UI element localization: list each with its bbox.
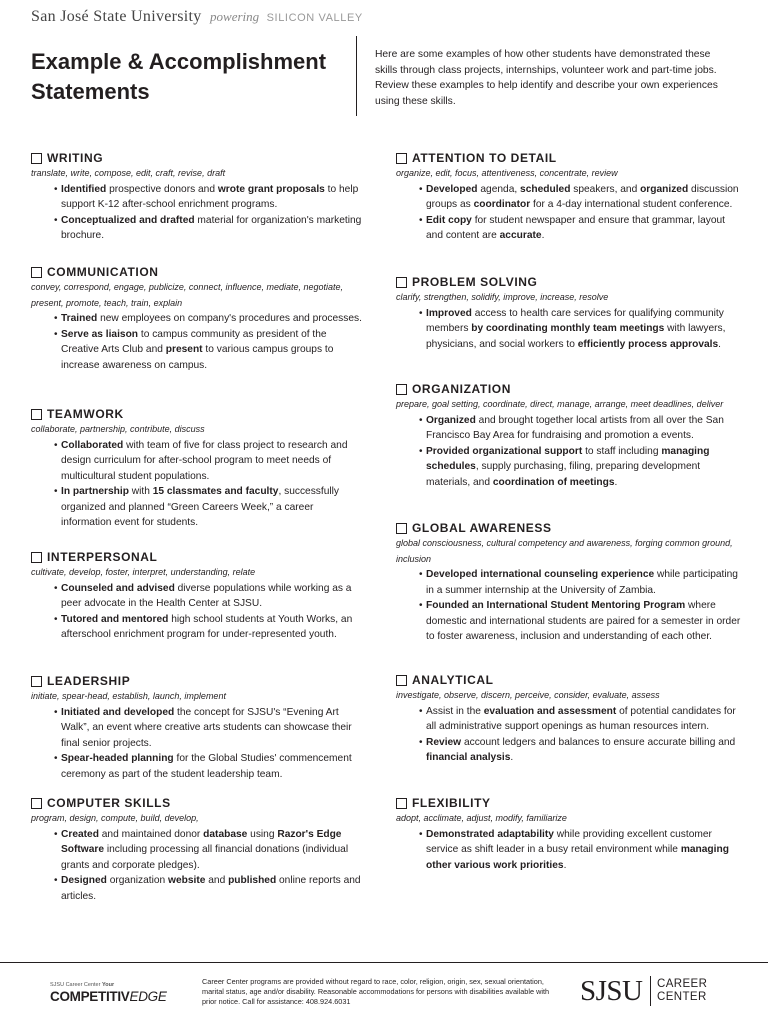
bullet-bold-text: wrote grant proposals [217,183,325,195]
section-verbs: organize, edit, focus, attentiveness, concentrate, review [396,168,618,178]
checkbox-icon [31,552,42,563]
bullet-list [396,182,741,244]
bullet-text: . [718,338,722,350]
bullet-text: prospective donors and [106,183,218,195]
bullet-bold-text: Spear-headed planning [61,753,174,764]
section-organization [396,381,741,490]
bullet-bold-text: Tutored and mentored [61,613,169,625]
section-header [31,150,366,166]
bullet-text: . [541,230,545,241]
bullet-text: to staff including [582,445,662,457]
bullet-text: and [205,875,229,886]
bullet-text: diverse populations while working as a peer advocate in the Health Center at SJSU. [61,582,352,609]
section-teamwork [31,406,366,531]
bullet-bold-text: In partnership [61,486,129,497]
section-header [31,795,366,811]
checkbox-icon [396,675,407,686]
section-header [396,381,741,397]
bullet-text: , successfully organized and planned “Green Careers Week,” a career information event for students. [61,486,340,528]
section-title: GLOBAL AWARENESS [412,521,552,535]
bullet-bold-text: Razor's Edge Software [61,828,342,855]
checkbox-icon [31,409,42,420]
bullet-text: with team of five for class project to research and design curriculum for after-school program to meet needs of multicultural student populations. [61,439,348,482]
section-title: ORGANIZATION [412,382,511,396]
section-header [31,406,366,422]
bullet-bold-text: published [228,875,277,886]
bullet-bold-text: website [168,875,206,886]
sjsu-career-center-logo [580,974,707,1008]
bullet-text: to help support K-12 after-school enrichment programs. [61,183,359,210]
bullet-text: for student newspaper and ensure that grammar, layout and content are [426,214,725,241]
bullet-text: organization [106,875,169,886]
bullet-bold-text: Initiated and developed [61,706,175,718]
bullet-list [31,827,366,905]
section-title: COMPUTER SKILLS [47,796,171,810]
career-center-wordmark [657,978,707,1004]
bullet-bold-text: Counseled and advised [61,582,175,594]
section-attention-to-detail [396,150,741,244]
logo-small-text: SJSU Career Center [50,982,101,988]
section-verbs: adopt, acclimate, adjust, modify, familiarize [396,813,567,823]
bullet-bold-text: Developed international counseling experience [426,569,655,580]
bullet-bold-text: Improved [426,307,472,319]
section-title: FLEXIBILITY [412,796,491,810]
section-title: PROBLEM SOLVING [412,275,538,289]
bullet-text: for the Global Studies' commencement ceremony as part of the student leadership team. [61,753,352,780]
section-leadership [31,673,366,782]
bullet-item [61,581,366,612]
career-center-line-1: CAREER [657,978,708,990]
powering-text: powering [210,9,260,24]
bullet-text: account ledgers and balances to ensure accurate billing and [461,736,736,748]
page-title-line-1: Example & Accomplishment [31,49,327,74]
section-header [31,673,366,689]
bullet-list [31,705,366,783]
bullet-item [61,484,366,531]
footer-notice: Career Center programs are provided without regard to race, color, religion, origin, sex, sexual orientation, marital status, age and/or disability. Reasonable accommodations for persons with disabilities available with prior notice. Call for assistance: 408.924.6031 [202,977,550,1006]
section-header [396,150,741,166]
logo-main-text: COMPETITIV [50,989,130,1004]
bullet-bold-text: organized [640,183,689,195]
bullet-text: of potential candidates for all administrative support openings as human resources intern. [426,705,736,732]
section-computer-skills [31,795,366,904]
university-name: San José State University [31,8,202,25]
bullet-bold-text: Edit copy [426,214,472,226]
section-communication [31,264,366,373]
bullet-bold-text: evaluation and assessment [483,705,617,717]
bullet-text: and maintained donor [98,828,204,840]
bullet-list [396,413,741,491]
section-verbs: clarify, strengthen, solidify, improve, increase, resolve [396,292,609,302]
bullet-bold-text: Demonstrated adaptability [426,828,554,840]
silicon-valley-tagline: SILICON VALLEY [266,12,363,24]
bullet-item [426,213,741,244]
bullet-item [61,751,366,782]
page-title [31,47,351,107]
checkbox-icon [31,798,42,809]
checkbox-icon [396,153,407,164]
section-header [396,795,741,811]
section-verbs: convey, correspond, engage, publicize, connect, influence, mediate, negotiate, present, promote, teach, train, explain [31,282,344,308]
bullet-item [61,311,366,327]
bullet-list [396,827,741,874]
bullet-text: access to health care services for qualifying community members [426,307,724,334]
bullet-bold-text: efficiently process approvals [577,338,719,350]
bullet-text: high school students at Youth Works, an afterschool enrichment program for under-represented youth. [61,613,353,640]
bullet-text: material for organization's marketing brochure. [61,214,362,241]
section-verbs: collaborate, partnership, contribute, discuss [31,424,205,434]
logo-edge-text: EDGE [129,989,167,1004]
checkbox-icon [31,153,42,164]
section-title: INTERPERSONAL [47,550,158,564]
section-header [396,274,741,290]
section-title: ATTENTION TO DETAIL [412,151,557,165]
logo-main-line [50,989,180,1005]
bullet-text: agenda, [477,183,521,195]
bullet-list [396,306,741,353]
bullet-text: and brought together local artists from all over the San Francisco Bay Area for fundraising and promotion a events. [426,414,724,441]
bullet-bold-text: coordination of meetings [492,476,615,488]
bullet-item [426,827,741,874]
bullet-text: to campus community as president of the Creative Arts Club and [61,328,327,355]
bullet-bold-text: Serve as liaison [61,328,139,340]
intro-paragraph: Here are some examples of how other students have demonstrated these skills through class projects, internships, volunteer work and part-time jobs. Review these examples to help identify and describe your own experiences using these skills. [375,49,718,107]
section-analytical [396,672,741,766]
checkbox-icon [31,267,42,278]
bullet-text: with lawyers, physicians, and social workers to [426,323,726,350]
bullet-list [31,438,366,531]
bullet-bold-text: database [203,828,248,840]
bullet-item [61,213,366,244]
competitive-edge-logo [50,982,180,1005]
bullet-bold-text: financial analysis [426,752,511,763]
bullet-text: to various campus groups to increase awareness on campus. [61,344,334,371]
section-header [396,520,741,536]
university-header [31,8,363,30]
bullet-list [31,182,366,244]
bullet-bold-text: Review [426,736,462,748]
bullet-text: new employees on company's procedures and processes. [97,313,362,324]
bullet-item [426,704,741,735]
bullet-bold-text: Designed [61,875,107,886]
bullet-item [426,413,741,444]
bullet-text: the concept for SJSU's “Evening Art Walk”, an event where creative arts students can showcase their final senior projects. [61,706,352,749]
page-title-line-2: Statements [31,79,150,104]
bullet-item [426,598,741,645]
logo-small-line [50,982,180,989]
section-verbs: program, design, compute, build, develop, [31,813,199,823]
section-verbs: global consciousness, cultural competency and awareness, forging common ground, inclusion [396,538,733,564]
bullet-item [426,735,741,766]
bullet-text: for a 4-day international student conference. [530,199,733,210]
bullet-bold-text: 15 classmates and faculty [152,486,279,497]
checkbox-icon [396,384,407,395]
section-header [31,264,366,280]
checkbox-icon [396,277,407,288]
bullet-item [61,438,366,485]
bullet-item [61,612,366,643]
bullet-list [31,581,366,643]
checkbox-icon [31,676,42,687]
bullet-text: Assist in the [426,705,484,717]
section-title: COMMUNICATION [47,265,159,279]
bullet-bold-text: Organized [426,414,476,426]
bullet-item [61,327,366,374]
bullet-bold-text: accurate [499,230,542,241]
section-global-awareness [396,520,741,645]
bullet-bold-text: Founded an International Student Mentoring Program [426,600,686,611]
section-title: LEADERSHIP [47,674,131,688]
section-title: TEAMWORK [47,407,124,421]
section-header [396,672,741,688]
bullet-text: while participating in a summer internship at the University of Zambia. [426,569,738,596]
bullet-bold-text: Provided organizational support [426,445,583,457]
bullet-item [426,306,741,353]
bullet-bold-text: scheduled [520,183,571,195]
checkbox-icon [396,798,407,809]
bullet-item [61,873,366,904]
bullet-item [61,827,366,874]
logo-small-your: Your [101,982,115,988]
bullet-text: . [563,859,567,871]
bullet-bold-text: Developed [426,183,478,195]
bullet-item [426,182,741,213]
bullet-bold-text: managing schedules [426,445,710,472]
section-problem-solving [396,274,741,352]
logo-divider [650,976,652,1006]
bullet-bold-text: managing other various work priorities [426,844,729,871]
bullet-text: . [510,752,514,763]
bullet-text: where domestic and international students are paired for a semester in order to foster awareness, inclusion and understanding of each other. [426,600,741,642]
section-flexibility [396,795,741,873]
bullet-text: , supply purchasing, filing, preparing development materials, and [426,461,701,488]
section-verbs: initiate, spear-head, establish, launch, implement [31,691,226,701]
section-header [31,549,366,565]
bullet-text: speakers, and [570,183,641,195]
title-divider [356,36,357,116]
bullet-list [396,704,741,766]
bullet-text: while providing excellent customer service as shift leader in a busy retail environment while [426,828,712,855]
bullet-bold-text: Created [61,828,99,840]
bullet-item [61,182,366,213]
bullet-bold-text: by coordinating monthly team meetings [471,323,665,334]
bullet-bold-text: coordinator [473,199,531,210]
bullet-item [61,705,366,752]
section-verbs: prepare, goal setting, coordinate, direct, manage, arrange, meet deadlines, deliver [396,399,724,409]
bullet-item [426,567,741,598]
bullet-list [396,567,741,645]
bullet-text: discussion groups as [426,183,739,210]
section-verbs: cultivate, develop, foster, interpret, understanding, relate [31,567,256,577]
bullet-bold-text: Identified [61,183,107,195]
bullet-bold-text: Collaborated [61,439,124,451]
footer-divider [0,962,768,963]
bullet-bold-text: present [165,344,203,355]
sjsu-wordmark: SJSU [580,975,643,1007]
section-title: ANALYTICAL [412,673,494,687]
section-verbs: translate, write, compose, edit, craft, revise, draft [31,168,226,178]
section-title: WRITING [47,151,104,165]
bullet-text: including processing all financial donations (individual grants and corporate pledges). [61,844,349,871]
bullet-text: using [247,828,278,840]
section-verbs: investigate, observe, discern, perceive, consider, evaluate, assess [396,690,660,700]
section-writing [31,150,366,244]
bullet-list [31,311,366,373]
bullet-text: with [128,486,153,497]
checkbox-icon [396,523,407,534]
career-center-line-2: CENTER [657,991,707,1003]
bullet-bold-text: Conceptualized and drafted [61,214,195,226]
bullet-text: online reports and articles. [61,875,361,902]
bullet-bold-text: Trained [61,313,98,324]
bullet-item [426,444,741,491]
bullet-text: . [614,476,618,488]
section-interpersonal [31,549,366,643]
